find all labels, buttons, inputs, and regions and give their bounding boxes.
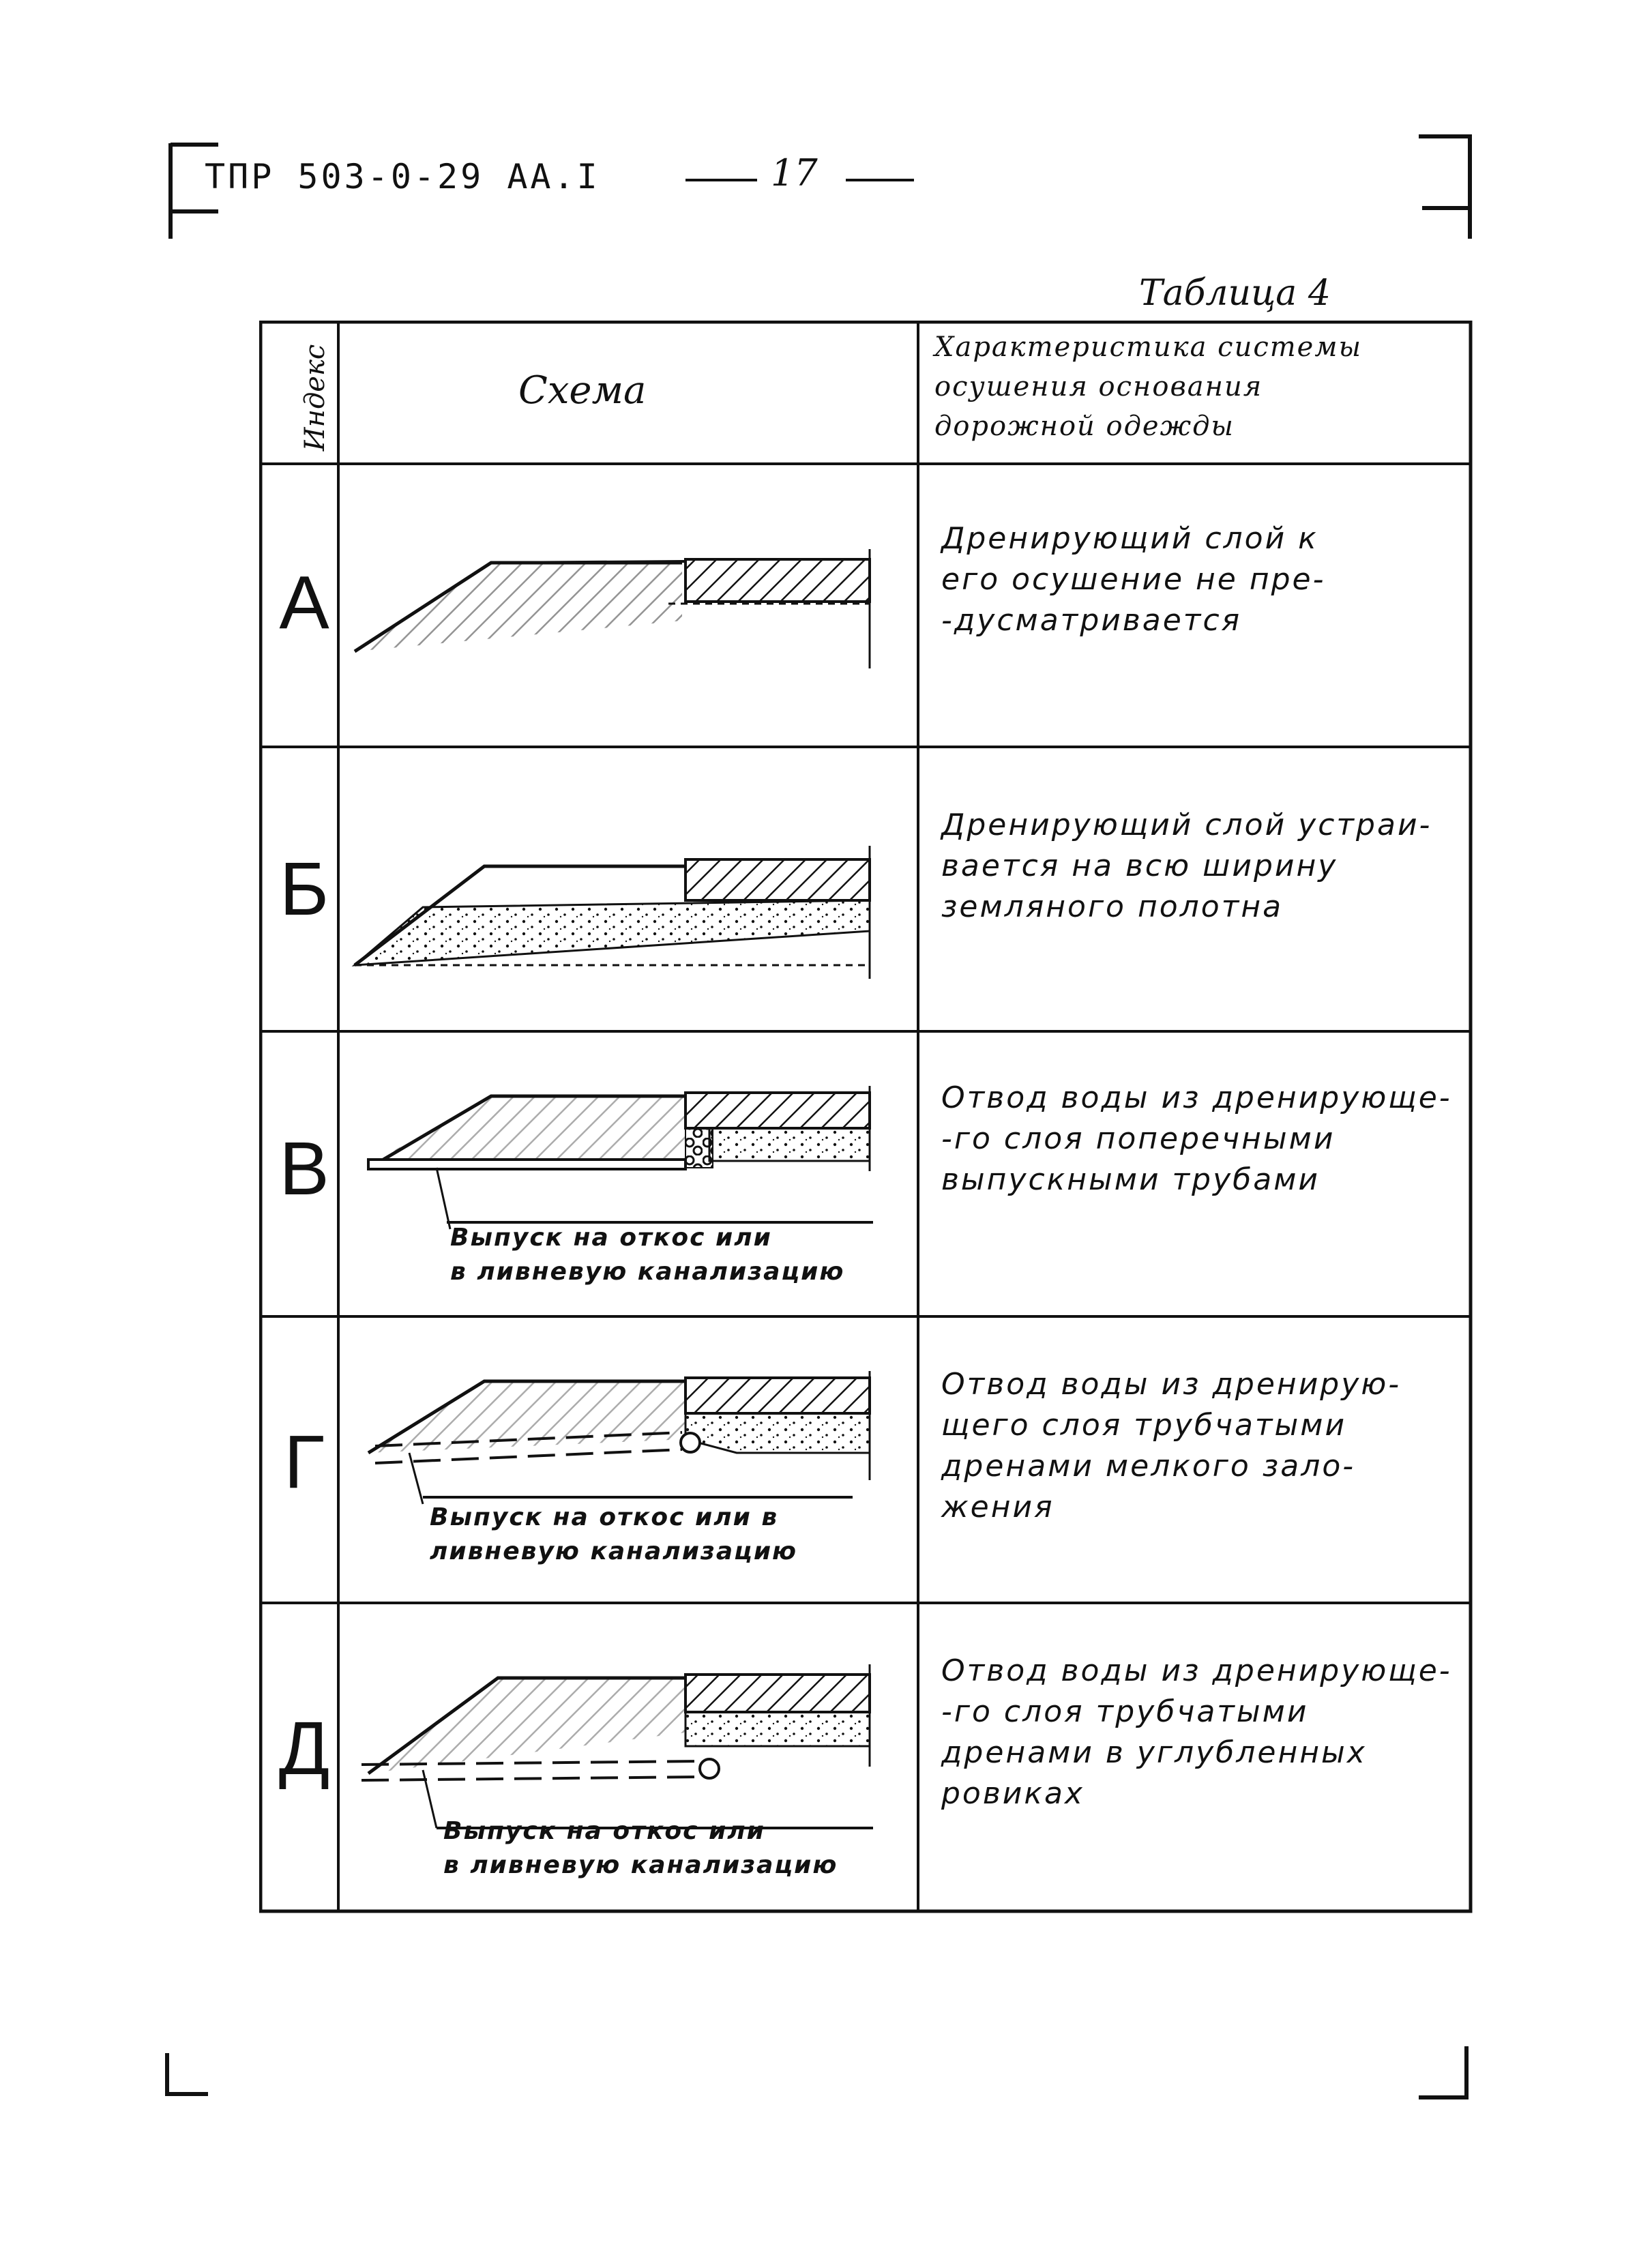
page-dash-left [685,179,757,181]
scheme-b [355,846,870,979]
table-caption: Таблица 4 [1139,273,1331,314]
header-scheme: Схема [518,368,647,413]
scheme-note-v: Выпуск на откос или в ливневую канализацию [450,1224,845,1286]
header-characteristic: Характеристика системы осушения основания дорожной одежды [934,331,1363,442]
row-text-g: Отвод воды из дренирую- щего слоя трубчатыми дренами мелкого зало- жения [941,1367,1402,1524]
row-index-v: В [279,1127,329,1211]
row-text-v: Отвод воды из дренирующе- -го слоя поперечными выпускными трубами [941,1080,1452,1197]
row-text-b: Дренирующий слой устраи- вается на всю ширину земляного полотна [941,808,1432,924]
scheme-g [368,1371,870,1504]
scheme-d [362,1664,873,1828]
row-index-b: Б [279,847,329,931]
page-dash-right [846,179,914,181]
header-index: Индекс [299,344,331,452]
row-index-g: Г [284,1420,325,1504]
row-text-d: Отвод воды из дренирующе- -го слоя трубчатыми дренами в углубленных ровиках [941,1653,1452,1811]
scheme-a [355,549,870,668]
page-number: 17 [771,151,818,194]
scheme-v [368,1086,873,1229]
row-index-a: А [279,561,329,645]
document-code: ТПР 503-0-29 АА.I [205,157,600,196]
row-index-d: Д [278,1707,330,1790]
scheme-note-g: Выпуск на откос или в ливневую канализацию [430,1503,798,1565]
scheme-note-d: Выпуск на откос или в ливневую канализацию [443,1817,838,1879]
row-text-a: Дренирующий слой к его осушение не пре- -дусматривается [941,521,1326,638]
